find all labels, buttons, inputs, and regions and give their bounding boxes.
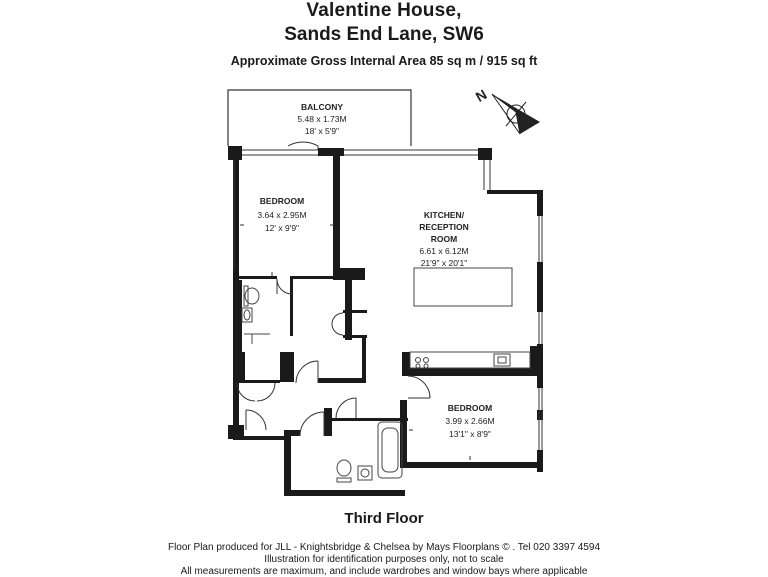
bedroom1-label — [257, 196, 306, 233]
kitchen-name-2: RECEPTION — [419, 222, 469, 232]
bathroom-fittings — [337, 422, 402, 482]
property-title-line1: Valentine House, — [306, 0, 462, 21]
gross-internal-area: Approximate Gross Internal Area 85 sq m / 915 sq ft — [230, 54, 538, 68]
footer-credit: Floor Plan produced for JLL - Knightsbridge & Chelsea by Mays Floorplans © . Tel 020 3397 4594 — [167, 542, 601, 553]
kitchen-dim-m: 6.61 x 6.12M — [419, 246, 469, 256]
bedroom2-name: BEDROOM — [447, 403, 493, 413]
bedroom1-name: BEDROOM — [259, 196, 305, 206]
balcony-dim-m: 5.48 x 1.73M — [297, 114, 347, 124]
compass-north-label: N — [472, 86, 490, 105]
kitchen-label — [419, 210, 469, 268]
balcony-dim-ft: 18' x 5'9" — [304, 126, 340, 136]
bedroom2-dim-m: 3.99 x 2.66M — [445, 416, 495, 426]
footer-measurements-note: All measurements are maximum, and include wardrobes and window bays where applicable — [180, 566, 588, 577]
kitchen-name-1: KITCHEN/ — [423, 210, 465, 220]
bedroom1-dim-ft: 12' x 9'9" — [264, 223, 300, 233]
footer-disclaimer: Illustration for identification purposes only, not to scale — [264, 554, 504, 565]
windows — [234, 150, 542, 450]
ensuite-fittings — [242, 286, 270, 344]
bedroom2-label — [445, 403, 494, 439]
balcony-label — [297, 102, 346, 136]
bedroom2-dim-ft: 13'1" x 8'9" — [449, 429, 491, 439]
kitchen-fittings — [410, 268, 530, 368]
floor-label: Third Floor — [344, 510, 424, 527]
kitchen-name-3: ROOM — [430, 234, 458, 244]
compass-icon — [473, 86, 540, 134]
balcony-name: BALCONY — [300, 102, 344, 112]
property-title-line2: Sands End Lane, SW6 — [284, 24, 484, 45]
kitchen-dim-ft: 21'9" x 20'1" — [420, 258, 468, 268]
bedroom1-dim-m: 3.64 x 2.95M — [257, 210, 307, 220]
